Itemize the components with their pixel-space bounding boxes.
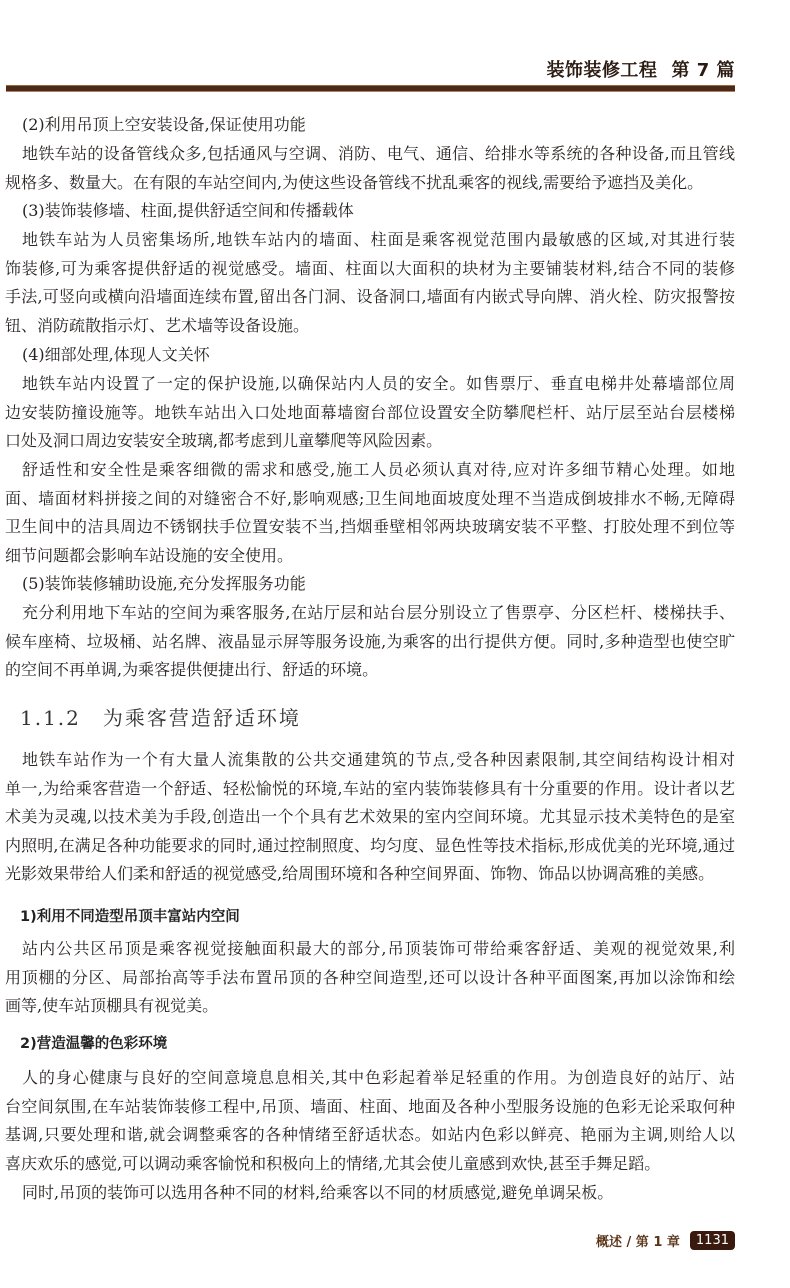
text-line: 卫生间中的洁具周边不锈钢扶手位置安装不当,挡烟垂壁相邻两块玻璃安装不平整、打胶处理不到位等 bbox=[5, 517, 735, 537]
section-number: 1.1.2 bbox=[20, 706, 81, 730]
text-line: 手法,可竖向或横向沿墙面连续布置,留出各门洞、设备洞口,墙面有内嵌式导向牌、消火栓、防灾报警按 bbox=[5, 287, 735, 307]
text-line: 同时,吊顶的装饰可以选用各种不同的材料,给乘客以不同的材质感觉,避免单调呆板。 bbox=[22, 1183, 614, 1202]
running-header bbox=[546, 56, 735, 82]
item-heading: (5)装饰装修辅助设施,充分发挥服务功能 bbox=[22, 574, 306, 593]
part-title: 装饰装修工程 bbox=[546, 60, 658, 81]
text-line: 面、墙面材料拼接之间的对缝密合不好,影响观感;卫生间地面坡度处理不当造成倒坡排水不畅,无障碍 bbox=[5, 488, 735, 508]
text-line: 术美为灵魂,以技术美为手段,创造出一个个具有艺术效果的室内空间环境。尤其显示技术美特色的是室 bbox=[5, 807, 735, 827]
text-line: 充分利用地下车站的空间为乘客服务,在站厅层和站台层分别设立了售票亭、分区栏杆、楼梯扶手、 bbox=[22, 603, 735, 622]
header-rule bbox=[6, 85, 735, 92]
subsection-heading: 1)利用不同造型吊顶丰富站内空间 bbox=[20, 909, 240, 925]
text-line: 站内公共区吊顶是乘客视觉接触面积最大的部分,吊顶装饰可带给乘客舒适、美观的视觉效果,利 bbox=[22, 939, 735, 958]
text-line: 基调,只要处理和谐,就会调整乘客的各种情绪至舒适状态。如站内色彩以鲜亮、艳丽为主调,则给人以 bbox=[5, 1125, 735, 1145]
text-line: 单一,为给乘客营造一个舒适、轻松愉悦的环境,车站的室内装饰装修具有十分重要的作用。设计者以艺 bbox=[5, 778, 735, 798]
text-line: 人的身心健康与良好的空间意境息息相关,其中色彩起着举足轻重的作用。为创造良好的站厅、站 bbox=[22, 1068, 735, 1087]
text-line: 地铁车站作为一个有大量人流集散的公共交通建筑的节点,受各种因素限制,其空间结构设计相对 bbox=[22, 750, 735, 769]
item-heading: (4)细部处理,体现人文关怀 bbox=[22, 345, 210, 364]
text-line: 喜庆欢乐的感觉,可以调动乘客愉悦和积极向上的情绪,尤其会使儿童感到欢快,甚至手舞足蹈。 bbox=[5, 1153, 661, 1173]
text-line: 用顶棚的分区、局部抬高等手法布置吊顶的各种空间造型,还可以设计各种平面图案,再加以涂饰和绘 bbox=[5, 967, 735, 987]
text-line: 地铁车站内设置了一定的保护设施,以确保站内人员的安全。如售票厅、垂直电梯井处幕墙部位周 bbox=[22, 374, 735, 393]
text-line: 候车座椅、垃圾桶、站名牌、液晶显示屏等服务设施,为乘客的出行提供方便。同时,多种造型也使空旷 bbox=[5, 631, 735, 651]
paragraph bbox=[5, 599, 735, 685]
section-heading bbox=[20, 702, 301, 731]
text-line: 画等,使车站顶棚具有视觉美。 bbox=[5, 996, 219, 1016]
text-line: 内照明,在满足各种功能要求的同时,通过控制照度、均匀度、显色性等技术指标,形成优美的光环境,通过 bbox=[5, 835, 735, 855]
paragraph bbox=[5, 370, 735, 456]
paragraph bbox=[5, 226, 735, 340]
subsection-heading: 2)营造温馨的色彩环境 bbox=[20, 1036, 168, 1052]
item-heading: (2)利用吊顶上空安装设备,保证使用功能 bbox=[22, 115, 306, 134]
page-number: 1131 bbox=[690, 1231, 735, 1250]
text-line: 光影效果带给人们柔和舒适的视觉感受,给周围环境和各种空间界面、饰物、饰品以协调高雅的美感。 bbox=[5, 864, 715, 884]
paragraph bbox=[5, 1179, 735, 1208]
text-line: 地铁车站的设备管线众多,包括通风与空调、消防、电气、通信、给排水等系统的各种设备,而且管线 bbox=[22, 144, 735, 163]
text-line: 舒适性和安全性是乘客细微的需求和感受,施工人员必须认真对待,应对许多细节精心处理。如地 bbox=[22, 460, 735, 479]
text-line: 细节问题都会影响车站设施的安全使用。 bbox=[5, 545, 294, 565]
text-line: 规格多、数量大。在有限的车站空间内,为使这些设备管线不扰乱乘客的视线,需要给予遮挡及美化。 bbox=[5, 172, 704, 192]
text-line: 边安装防撞设施等。地铁车站出入口处地面幕墙窗台部位设置安全防攀爬栏杆、站厅层至站台层楼梯 bbox=[5, 402, 735, 422]
section-title: 为乘客营造舒适环境 bbox=[102, 706, 301, 730]
paragraph bbox=[5, 140, 735, 197]
paragraph bbox=[5, 456, 735, 570]
paragraph bbox=[5, 935, 735, 1021]
page-footer bbox=[596, 1231, 735, 1250]
text-line: 地铁车站为人员密集场所,地铁车站内的墙面、柱面是乘客视觉范围内最敏感的区域,对其进行装 bbox=[22, 230, 735, 249]
text-line: 钮、消防疏散指示灯、艺术墙等设备设施。 bbox=[5, 315, 310, 335]
part-number: 第 7 篇 bbox=[671, 60, 735, 81]
item-heading: (3)装饰装修墙、柱面,提供舒适空间和传播载体 bbox=[22, 201, 354, 220]
chapter-label: 概述 / 第 1 章 bbox=[596, 1235, 680, 1250]
text-line: 口处及洞口周边安装安全玻璃,都考虑到儿童攀爬等风险因素。 bbox=[5, 431, 443, 451]
paragraph bbox=[5, 1064, 735, 1178]
paragraph bbox=[5, 746, 735, 889]
text-line: 的空间不再单调,为乘客提供便捷出行、舒适的环境。 bbox=[5, 660, 379, 680]
text-line: 饰装修,可为乘客提供舒适的视觉感受。墙面、柱面以大面积的块材为主要铺装材料,结合不同的装修 bbox=[5, 258, 735, 278]
text-line: 台空间氛围,在车站装饰装修工程中,吊顶、墙面、柱面、地面及各种小型服务设施的色彩无论采取何种 bbox=[5, 1096, 735, 1116]
